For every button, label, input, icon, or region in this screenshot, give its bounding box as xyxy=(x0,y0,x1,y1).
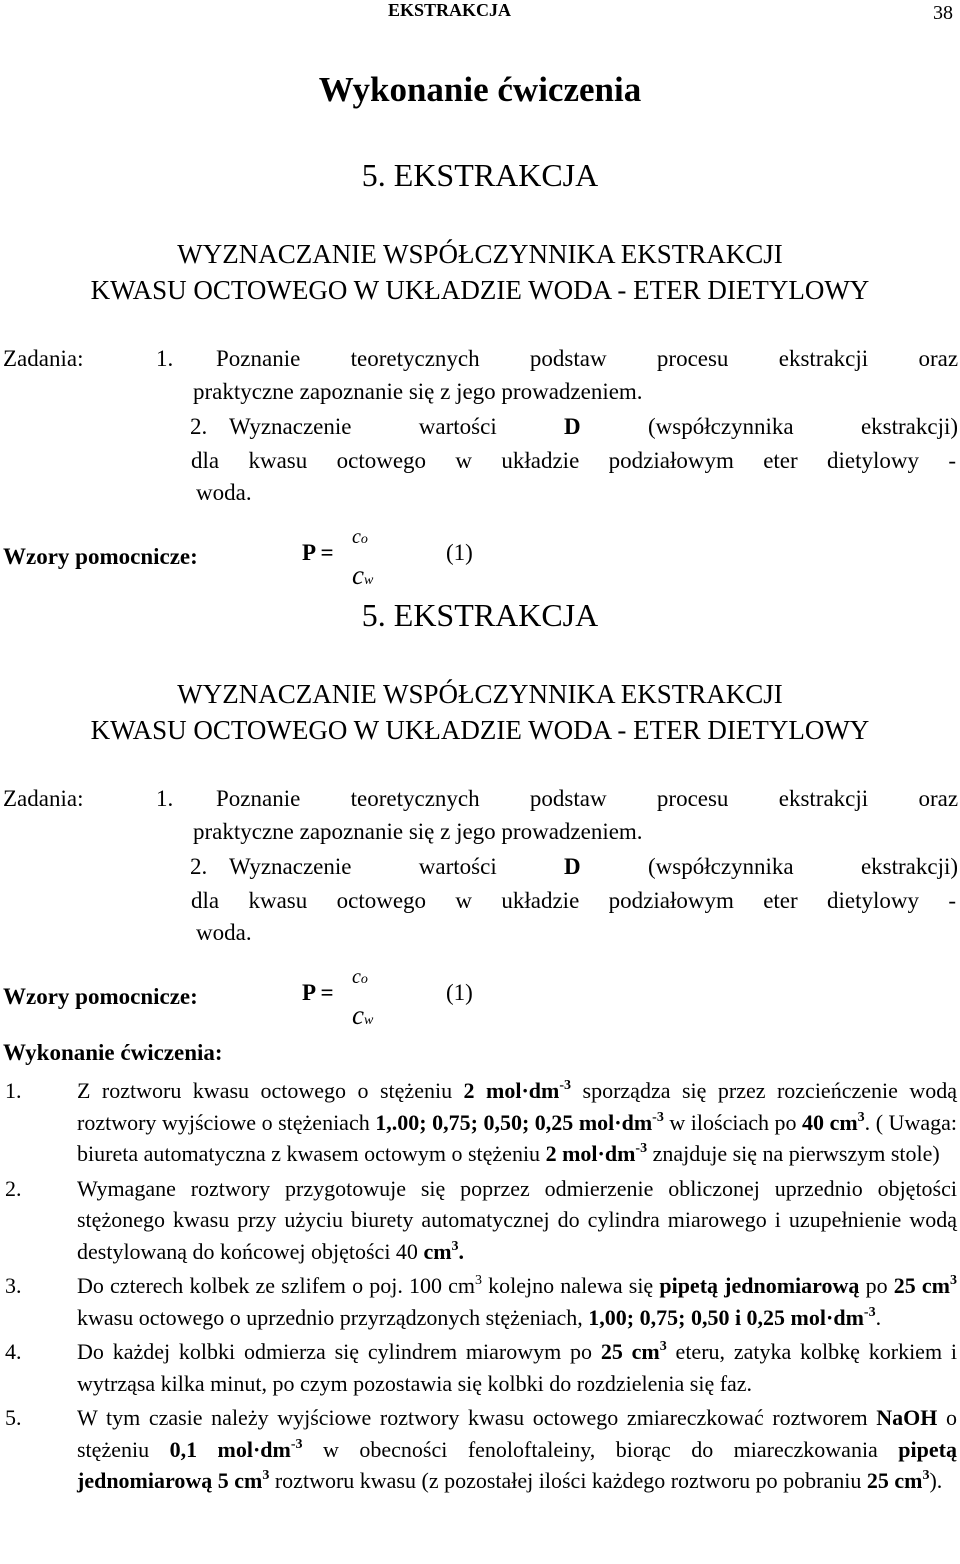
word: eter xyxy=(763,448,798,473)
word: eter xyxy=(763,888,798,913)
tasks-label: Zadania: xyxy=(3,346,84,371)
word: w xyxy=(455,888,473,913)
word: oraz xyxy=(918,786,959,811)
procedure-step xyxy=(5,1336,957,1399)
word: Poznanie xyxy=(216,346,301,371)
formula-numerator-repeat: co xyxy=(352,966,368,988)
section-subtitle-line1: WYZNACZANIE WSPÓŁCZYNNIKA EKSTRAKCJI xyxy=(177,239,783,269)
word: octowego xyxy=(336,448,427,473)
task-2-number: 2. xyxy=(190,414,208,439)
section-title: 5. EKSTRAKCJA xyxy=(361,157,599,193)
formula-label: Wzory pomocnicze: xyxy=(3,544,198,569)
word: podstaw xyxy=(529,346,607,371)
procedure-step-text: Wymagane roztwory przygotowuje się poprzez odmierzenie obliczonej uprzednio objętości stężonego kwasu przy użyciu biurety automatycznej do cylindra miarowego i uzupełnienie wodą destylowaną do końcowej objętości 40 $cm^3$. xyxy=(77,1175,957,1264)
section-subtitle-line2: KWASU OCTOWEGO W UKŁADZIE WODA - ETER DIETYLOWY xyxy=(90,275,870,305)
word: Wyznaczenie xyxy=(229,854,352,879)
formula-denominator-repeat: cw xyxy=(352,1000,374,1030)
word: procesu xyxy=(656,786,729,811)
formula-lhs: P = xyxy=(302,540,334,565)
formula-label-repeat: Wzory pomocnicze: xyxy=(3,984,198,1009)
word: Poznanie xyxy=(216,786,301,811)
word: w xyxy=(455,448,473,473)
word: teoretycznych xyxy=(350,346,480,371)
word: dla xyxy=(191,888,220,913)
word: podziałowym xyxy=(608,888,734,913)
task-1-line2: praktyczne zapoznanie się z jego prowadzeniem. xyxy=(193,379,643,404)
word: podstaw xyxy=(529,786,607,811)
procedure-step-number: 2. xyxy=(5,1175,22,1201)
procedure-step-number: 3. xyxy=(5,1273,22,1298)
procedure-steps xyxy=(5,1075,957,1500)
formula-numerator: co xyxy=(352,526,368,548)
word: procesu xyxy=(656,346,729,371)
procedure-step xyxy=(5,1075,957,1170)
word: dietylowy xyxy=(827,448,920,473)
tasks-label-repeat: Zadania: xyxy=(3,786,84,811)
procedure-step-number: 1. xyxy=(5,1078,22,1103)
running-header: EKSTRAKCJA xyxy=(388,0,512,20)
section-title-repeat: 5. EKSTRAKCJA xyxy=(361,597,599,633)
task-1-line1 xyxy=(216,342,958,376)
word: ekstrakcji xyxy=(778,786,869,811)
word: dla xyxy=(191,448,220,473)
word: ekstrakcji) xyxy=(860,414,959,439)
word: wartości xyxy=(418,854,497,879)
word: (współczynnika xyxy=(648,854,794,879)
task-1-number-repeat: 1. xyxy=(156,786,174,811)
procedure-step-text: Z roztworu kwasu octowego o stężeniu 2 $mol\cdot dm^{-3}$ sporządza się przez rozcieńczenie wodą roztwory wyjściowe o stężeniach 1,.00; 0,75; 0,50; 0,25 $mol\cdot dm^{-3}$ w ilościach po 40 $cm^3$. ( Uwaga: biureta automatyczna z kwasem octowym o stężeniu 2 $mol\cdot dm^{-3}$ znajduje się na pierwszym stole) xyxy=(77,1078,957,1166)
formula-lhs-repeat: P = xyxy=(302,980,334,1005)
word: Wyznaczenie xyxy=(229,414,352,439)
word: układzie xyxy=(501,448,580,473)
word: oraz xyxy=(918,346,959,371)
procedure-label: Wykonanie ćwiczenia: xyxy=(3,1040,223,1065)
word: ekstrakcji xyxy=(778,346,869,371)
word: kwasu xyxy=(248,888,308,913)
procedure-step xyxy=(5,1402,957,1497)
word: wartości xyxy=(418,414,497,439)
procedure-step-text: Do każdej kolbki odmierza się cylindrem miarowym po 25 $cm^3$ eteru, zatyka kolbkę korkiem i wytrząsa kilka minut, po czym pozostawia się kolbki do rozdzielenia się faz. xyxy=(77,1339,957,1396)
word: octowego xyxy=(336,888,427,913)
task-2-line1 xyxy=(229,410,958,444)
main-heading: Wykonanie ćwiczenia xyxy=(318,70,642,109)
task-2-line1-repeat xyxy=(229,850,958,884)
task-2-number-repeat: 2. xyxy=(190,854,208,879)
section-subtitle-line2-repeat: KWASU OCTOWEGO W UKŁADZIE WODA - ETER DIETYLOWY xyxy=(90,715,870,745)
task-1-number: 1. xyxy=(156,346,174,371)
procedure-step-text: Do czterech kolbek ze szlifem o poj. 100 $cm^3$ kolejno nalewa się pipetą jednomiarową po 25 $cm^3$ kwasu octowego o uprzednio przyrządzonych stężeniach, 1,00; 0,75; 0,50 i 0,25 $mol\cdot dm^{-3}$. xyxy=(77,1273,957,1330)
word: D xyxy=(564,414,581,439)
task-2-line2-repeat xyxy=(191,884,956,918)
word: ekstrakcji) xyxy=(860,854,959,879)
task-1-line1-repeat xyxy=(216,782,958,816)
task-1-line2-repeat: praktyczne zapoznanie się z jego prowadzeniem. xyxy=(193,819,643,844)
word: kwasu xyxy=(248,448,308,473)
task-2-line2 xyxy=(191,444,956,478)
word: (współczynnika xyxy=(648,414,794,439)
procedure-step xyxy=(5,1173,957,1268)
procedure-step-number: 4. xyxy=(5,1339,22,1364)
word: teoretycznych xyxy=(350,786,480,811)
formula-number-repeat: (1) xyxy=(446,980,473,1005)
word: D xyxy=(564,854,581,879)
word: podziałowym xyxy=(608,448,734,473)
procedure-step-number: 5. xyxy=(5,1405,22,1430)
formula-denominator: cw xyxy=(352,560,374,590)
procedure-step xyxy=(5,1270,957,1333)
task-2-line3: woda. xyxy=(196,480,252,505)
page-number: 38 xyxy=(933,2,953,24)
word: - xyxy=(948,448,957,473)
task-2-line3-repeat: woda. xyxy=(196,920,252,945)
procedure-step-text: W tym czasie należy wyjściowe roztwory kwasu octowego zmiareczkować roztworem NaOH o stężeniu 0,1 $mol\cdot dm^{-3}$ w obecności fenoloftaleiny, biorąc do miareczkowania pipetą jednomiarową 5 $cm^3$ roztworu kwasu (z pozostałej ilości każdego roztworu po pobraniu 25 $cm^3$). xyxy=(77,1405,957,1493)
word: układzie xyxy=(501,888,580,913)
word: dietylowy xyxy=(827,888,920,913)
formula-number: (1) xyxy=(446,540,473,565)
word: - xyxy=(948,888,957,913)
section-subtitle-line1-repeat: WYZNACZANIE WSPÓŁCZYNNIKA EKSTRAKCJI xyxy=(177,679,783,709)
